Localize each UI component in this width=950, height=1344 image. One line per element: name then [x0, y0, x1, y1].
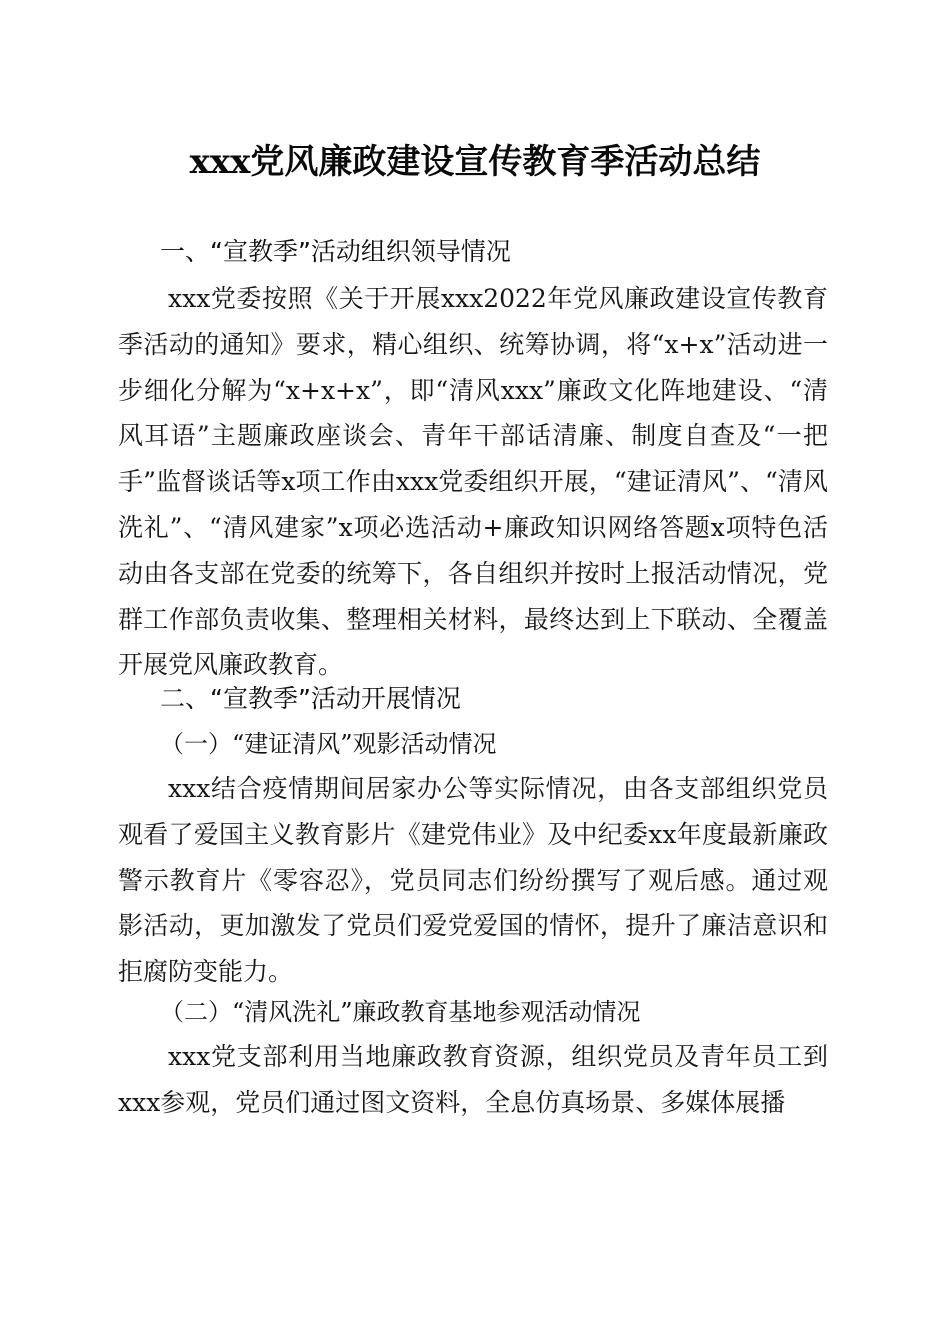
subsection-1-heading: （一）“建证清风”观影活动情况: [160, 730, 497, 758]
subsection-2-paragraph: xxx党支部利用当地廉政教育资源，组织党员及青年员工到xxx参观，党员们通过图文资料，全息仿真场景、多媒体展播: [118, 1042, 828, 1117]
section-2-heading: 二、“宣教季”活动开展情况: [160, 684, 461, 713]
section-1-paragraph: xxx党委按照《关于开展xxx2022年党风廉政建设宣传教育季活动的通知》要求，精心组织、统筹协调，将“x+x”活动进一步细化分解为“x+x+x”，即“清风xxx”廉政文化阵地建设、“清风耳语”主题廉政座谈会、青年干部话清廉、制度自查及“一把手”监督谈话等x项工作由xxx党委组织开展，“建证清风”、“清风洗礼”、“清风建家”x项必选活动+廉政知识网络答题x项特色活动由各支部在党委的统筹下，各自组织并按时上报活动情况，党群工作部负责收集、整理相关材料，最终达到上下联动、全覆盖开展党风廉政教育。: [118, 284, 828, 680]
subsection-2-heading: （二）“清风洗礼”廉政教育基地参观活动情况: [160, 998, 641, 1026]
section-1-heading: 一、“宣教季”活动组织领导情况: [160, 237, 511, 266]
subsection-1-paragraph: xxx结合疫情期间居家办公等实际情况，由各支部组织党员观看了爱国主义教育影片《建党伟业》及中纪委xx年度最新廉政警示教育片《零容忍》，党员同志们纷纷撰写了观后感。通过观影活动，更加激发了党员们爱党爱国的情怀，提升了廉洁意识和拒腐防变能力。: [118, 774, 828, 987]
section-1-body: [118, 276, 828, 688]
subsection-2-body: [118, 1034, 828, 1126]
subsection-1-body: [118, 766, 828, 995]
document-title: xxx党风廉政建设宣传教育季活动总结: [189, 142, 761, 182]
